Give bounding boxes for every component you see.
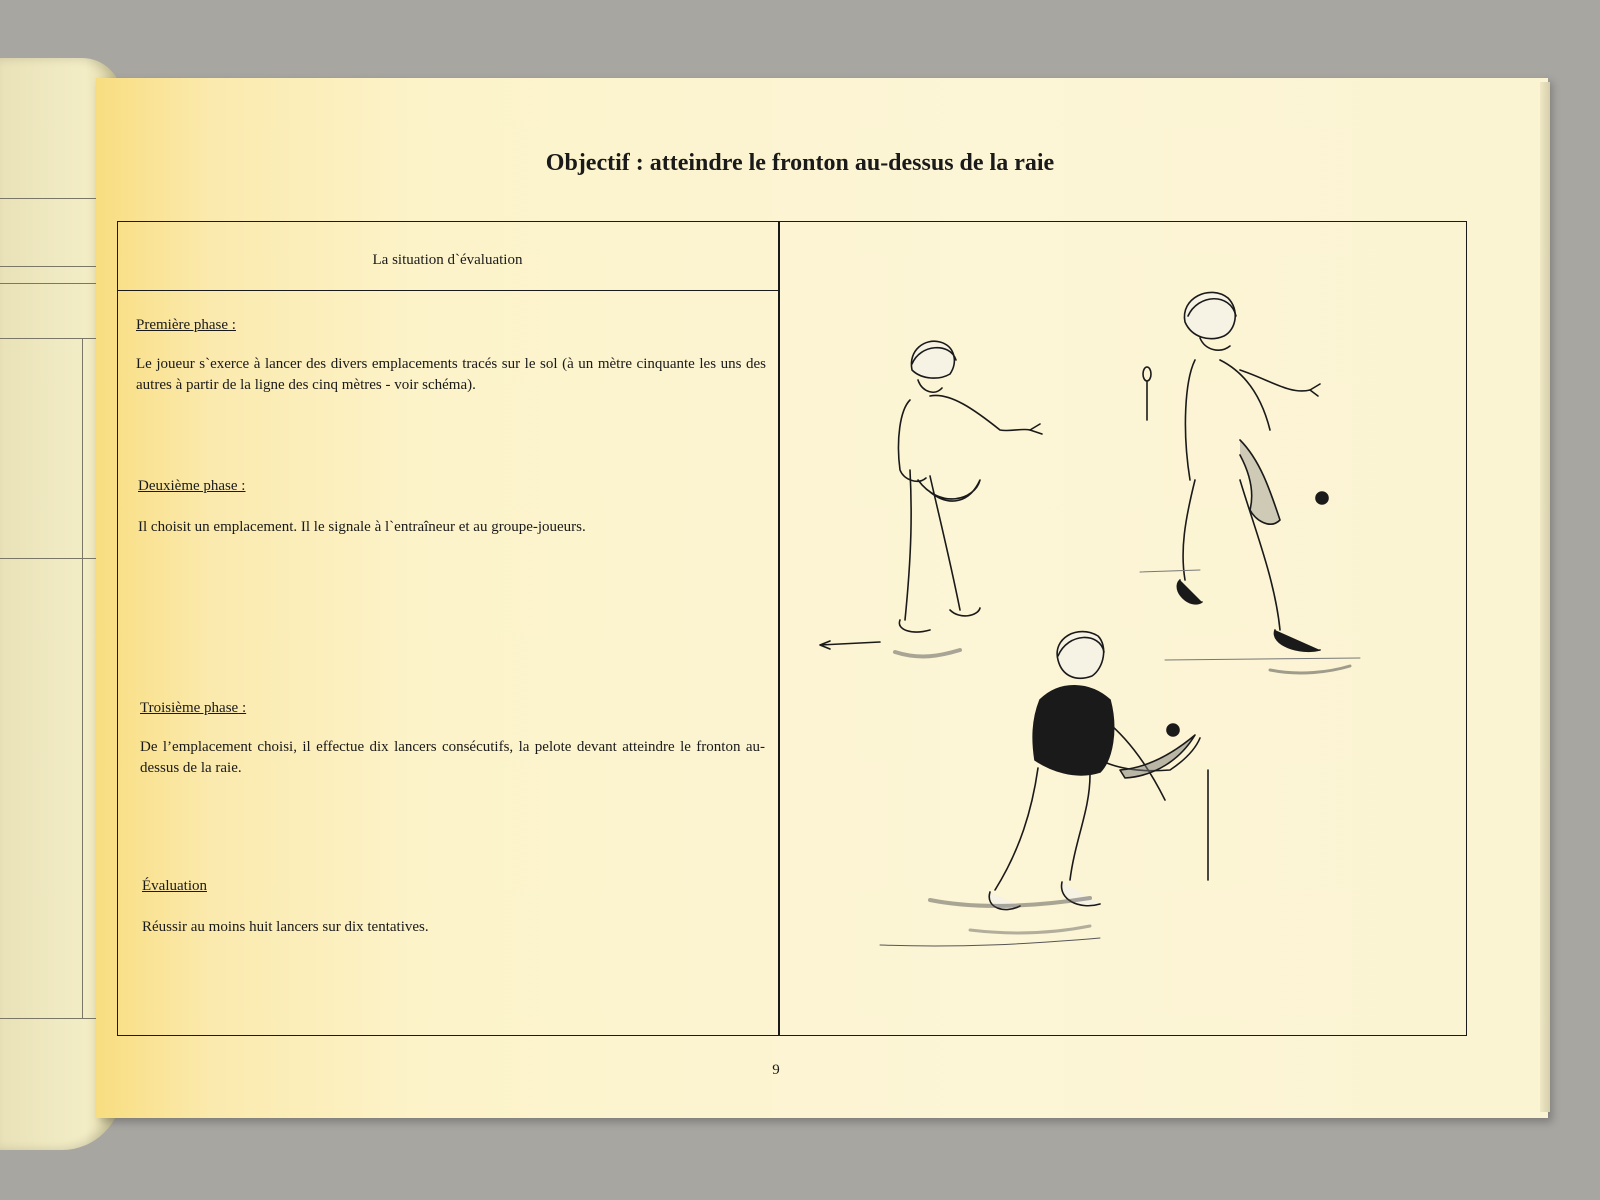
phase-3-colon: :: [238, 700, 247, 716]
left-page-rule: [0, 266, 100, 267]
phase-1-title: [136, 317, 236, 334]
player-left-figure: [820, 341, 1042, 656]
phase-1-colon: :: [228, 317, 236, 333]
phase-2-title-text: Deuxième phase: [138, 478, 238, 494]
phase-3-title: [140, 700, 246, 717]
player-bottom-figure: [880, 632, 1200, 946]
left-page-rule: [0, 198, 100, 199]
fronton-marker: [1143, 367, 1208, 880]
page-number: 9: [772, 1062, 780, 1078]
left-page-vertical-rule: [82, 338, 83, 1018]
evaluation-title-text: Évaluation: [142, 878, 207, 894]
phase-3-title-text: Troisième phase: [140, 700, 239, 716]
phase-1-title-text: Première phase: [136, 317, 229, 333]
phase-2-text: Il choisit un emplacement. Il le signale à l`entraîneur et au groupe-joueurs.: [138, 519, 586, 535]
player-right-figure: [1140, 292, 1360, 673]
evaluation-text: Réussir au moins huit lancers sur dix tentatives.: [142, 919, 429, 935]
phase-2-colon: :: [237, 478, 246, 494]
page-stack-edge: [1540, 82, 1550, 1112]
left-page-rule: [0, 283, 100, 284]
evaluation-title: [142, 878, 207, 895]
table-header-label: La situation d`évaluation: [372, 252, 523, 268]
phase-3-text: De l’emplacement choisi, il effectue dix lancers consécutifs, la pelote devant atteindre le fronton au-dessus de la raie.: [140, 739, 765, 776]
left-page-rule: [0, 1018, 100, 1019]
left-page-rule: [0, 558, 100, 559]
page-title: Objectif : atteindre le fronton au-dessus de la raie: [545, 150, 1055, 176]
players-illustration: [800, 280, 1460, 980]
phase-1-text: Le joueur s`exerce à lancer des divers emplacements tracés sur le sol (à un mètre cinquante les uns des autres à partir de la ligne des cinq mètres - voir schéma).: [136, 356, 766, 393]
phase-2-title: [138, 478, 245, 495]
left-page-rule: [0, 338, 100, 339]
table-column-divider: [778, 221, 780, 1036]
